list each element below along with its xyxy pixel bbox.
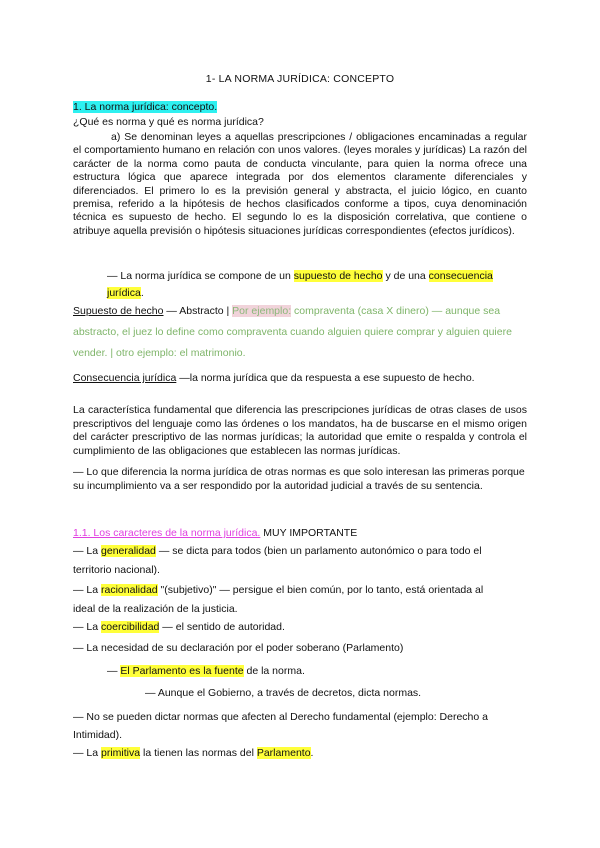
section-1-heading-text: 1. La norma jurídica: concepto.: [73, 101, 218, 113]
supuesto-example-label: Por ejemplo:: [232, 305, 292, 317]
generalidad-pre: — La: [73, 545, 102, 557]
no-pueden-line-1: — No se pueden dictar normas que afecten al Derecho fundamental (ejemplo: Derecho a: [73, 711, 488, 723]
supuesto-line-3: vender. | otro ejemplo: el matrimonio.: [73, 347, 246, 359]
paragraph-a: a) Se denominan leyes a aquellas prescripciones / obligaciones encaminadas a regular el comportamiento humano en relación con unos valores. (leyes morales y jurídicas) La razón del carácter de la norma como pauta de conducta vinculante, para quien la norma ofrece una estructura lógica que aparece integrada por dos elementos claramente diferenciales y diferenciados. El primero lo es la previsión general y abstracta, el juicio lógico, en cuanto premisa, referido a la hipótesis de hechos clasificados conforme a tipos, cuya denominación técnica es supuesto de hecho. El segundo lo es la disposición correlativa, que contiene o atribuye aquella previsión o hipótesis situaciones jurídicas correspondientes (efectos jurídicos).: [73, 131, 527, 237]
consecuencia-line: [73, 372, 475, 384]
compose-end: .: [140, 287, 144, 299]
highlight-consecuencia: consecuencia: [428, 270, 493, 282]
generalidad-line-1: [73, 545, 482, 557]
highlight-supuesto: supuesto de hecho: [293, 270, 383, 282]
section-1-1-note: MUY IMPORTANTE: [260, 527, 358, 539]
no-pueden-line-2: Intimidad).: [73, 729, 123, 741]
section-1-1-heading: [73, 527, 357, 539]
paragraph-diferencia: — Lo que diferencia la norma jurídica de otras normas es que solo interesan las primeras porque su incumplimiento va a ser respondido por la autoridad judicial a través de su sentencia.: [73, 466, 525, 492]
supuesto-label: Supuesto de hecho: [73, 305, 164, 317]
gobierno-line: — Aunque el Gobierno, a través de decretos, dicta normas.: [145, 687, 422, 699]
parlamento-pre: —: [107, 665, 121, 677]
coercibilidad-rest: — el sentido de autoridad.: [159, 621, 285, 633]
compose-line-2: [107, 286, 144, 300]
highlight-primitiva: primitiva: [101, 747, 141, 759]
highlight-generalidad: generalidad: [101, 545, 156, 557]
highlight-coercibilidad: coercibilidad: [101, 621, 160, 633]
generalidad-rest: — se dicta para todos (bien un parlamento autonómico o para todo el: [155, 545, 482, 557]
compose-line-1: [107, 266, 493, 286]
primitiva-line: [73, 747, 313, 759]
consecuencia-rest: —la norma jurídica que da respuesta a ese supuesto de hecho.: [176, 372, 475, 384]
coercibilidad-pre: — La: [73, 621, 102, 633]
compose-pre: — La norma jurídica se compone de un: [107, 270, 291, 282]
racionalidad-line-1: [73, 584, 483, 596]
section-1-1-title: 1.1. Los caracteres de la norma jurídica.: [73, 527, 261, 539]
generalidad-line-2: territorio nacional).: [73, 564, 160, 576]
supuesto-mid: — Abstracto |: [163, 305, 233, 317]
supuesto-rest-1: compraventa (casa X dinero) — aunque sea: [291, 305, 501, 317]
highlight-juridica: jurídica: [107, 287, 141, 299]
primitiva-end: .: [310, 747, 314, 759]
supuesto-line-1: [73, 305, 500, 317]
necesidad-line: — La necesidad de su declaración por el poder soberano (Parlamento): [73, 642, 404, 654]
section-1-question: ¿Qué es norma y qué es norma jurídica?: [73, 116, 264, 128]
racionalidad-line-2: ideal de la realización de la justicia.: [73, 603, 238, 615]
paragraph-caracteristica: La característica fundamental que diferencia las prescripciones jurídicas de otras clases de usos prescriptivos del lenguaje como las órdenes o los mandatos, ha de buscarse en el mismo origen del carácter prescriptivo de las normas jurídicas; la autoridad que emite o respalda y controla el cumplimiento de las obligaciones que establecen las normas jurídicas.: [73, 404, 527, 457]
coercibilidad-line: [73, 621, 285, 633]
primitiva-mid: la tienen las normas del: [140, 747, 257, 759]
highlight-parlamento: Parlamento: [256, 747, 311, 759]
racionalidad-rest: "(subjetivo)" — persigue el bien común, por lo tanto, está orientada al: [157, 584, 484, 596]
compose-mid: y de una: [385, 270, 426, 282]
primitiva-pre: — La: [73, 747, 102, 759]
highlight-racionalidad: racionalidad: [101, 584, 158, 596]
supuesto-line-2: abstracto, el juez lo define como compraventa cuando alguien quiere comprar y alguien quiere: [73, 326, 512, 338]
highlight-parlamento-fuente: El Parlamento es la fuente: [120, 665, 244, 677]
consecuencia-label: Consecuencia jurídica: [73, 372, 177, 384]
parlamento-fuente-line: [107, 665, 305, 677]
parlamento-rest: de la norma.: [243, 665, 305, 677]
document-title: 1- LA NORMA JURÍDICA: CONCEPTO: [205, 73, 395, 85]
section-1-heading: [73, 101, 217, 113]
racionalidad-pre: — La: [73, 584, 102, 596]
